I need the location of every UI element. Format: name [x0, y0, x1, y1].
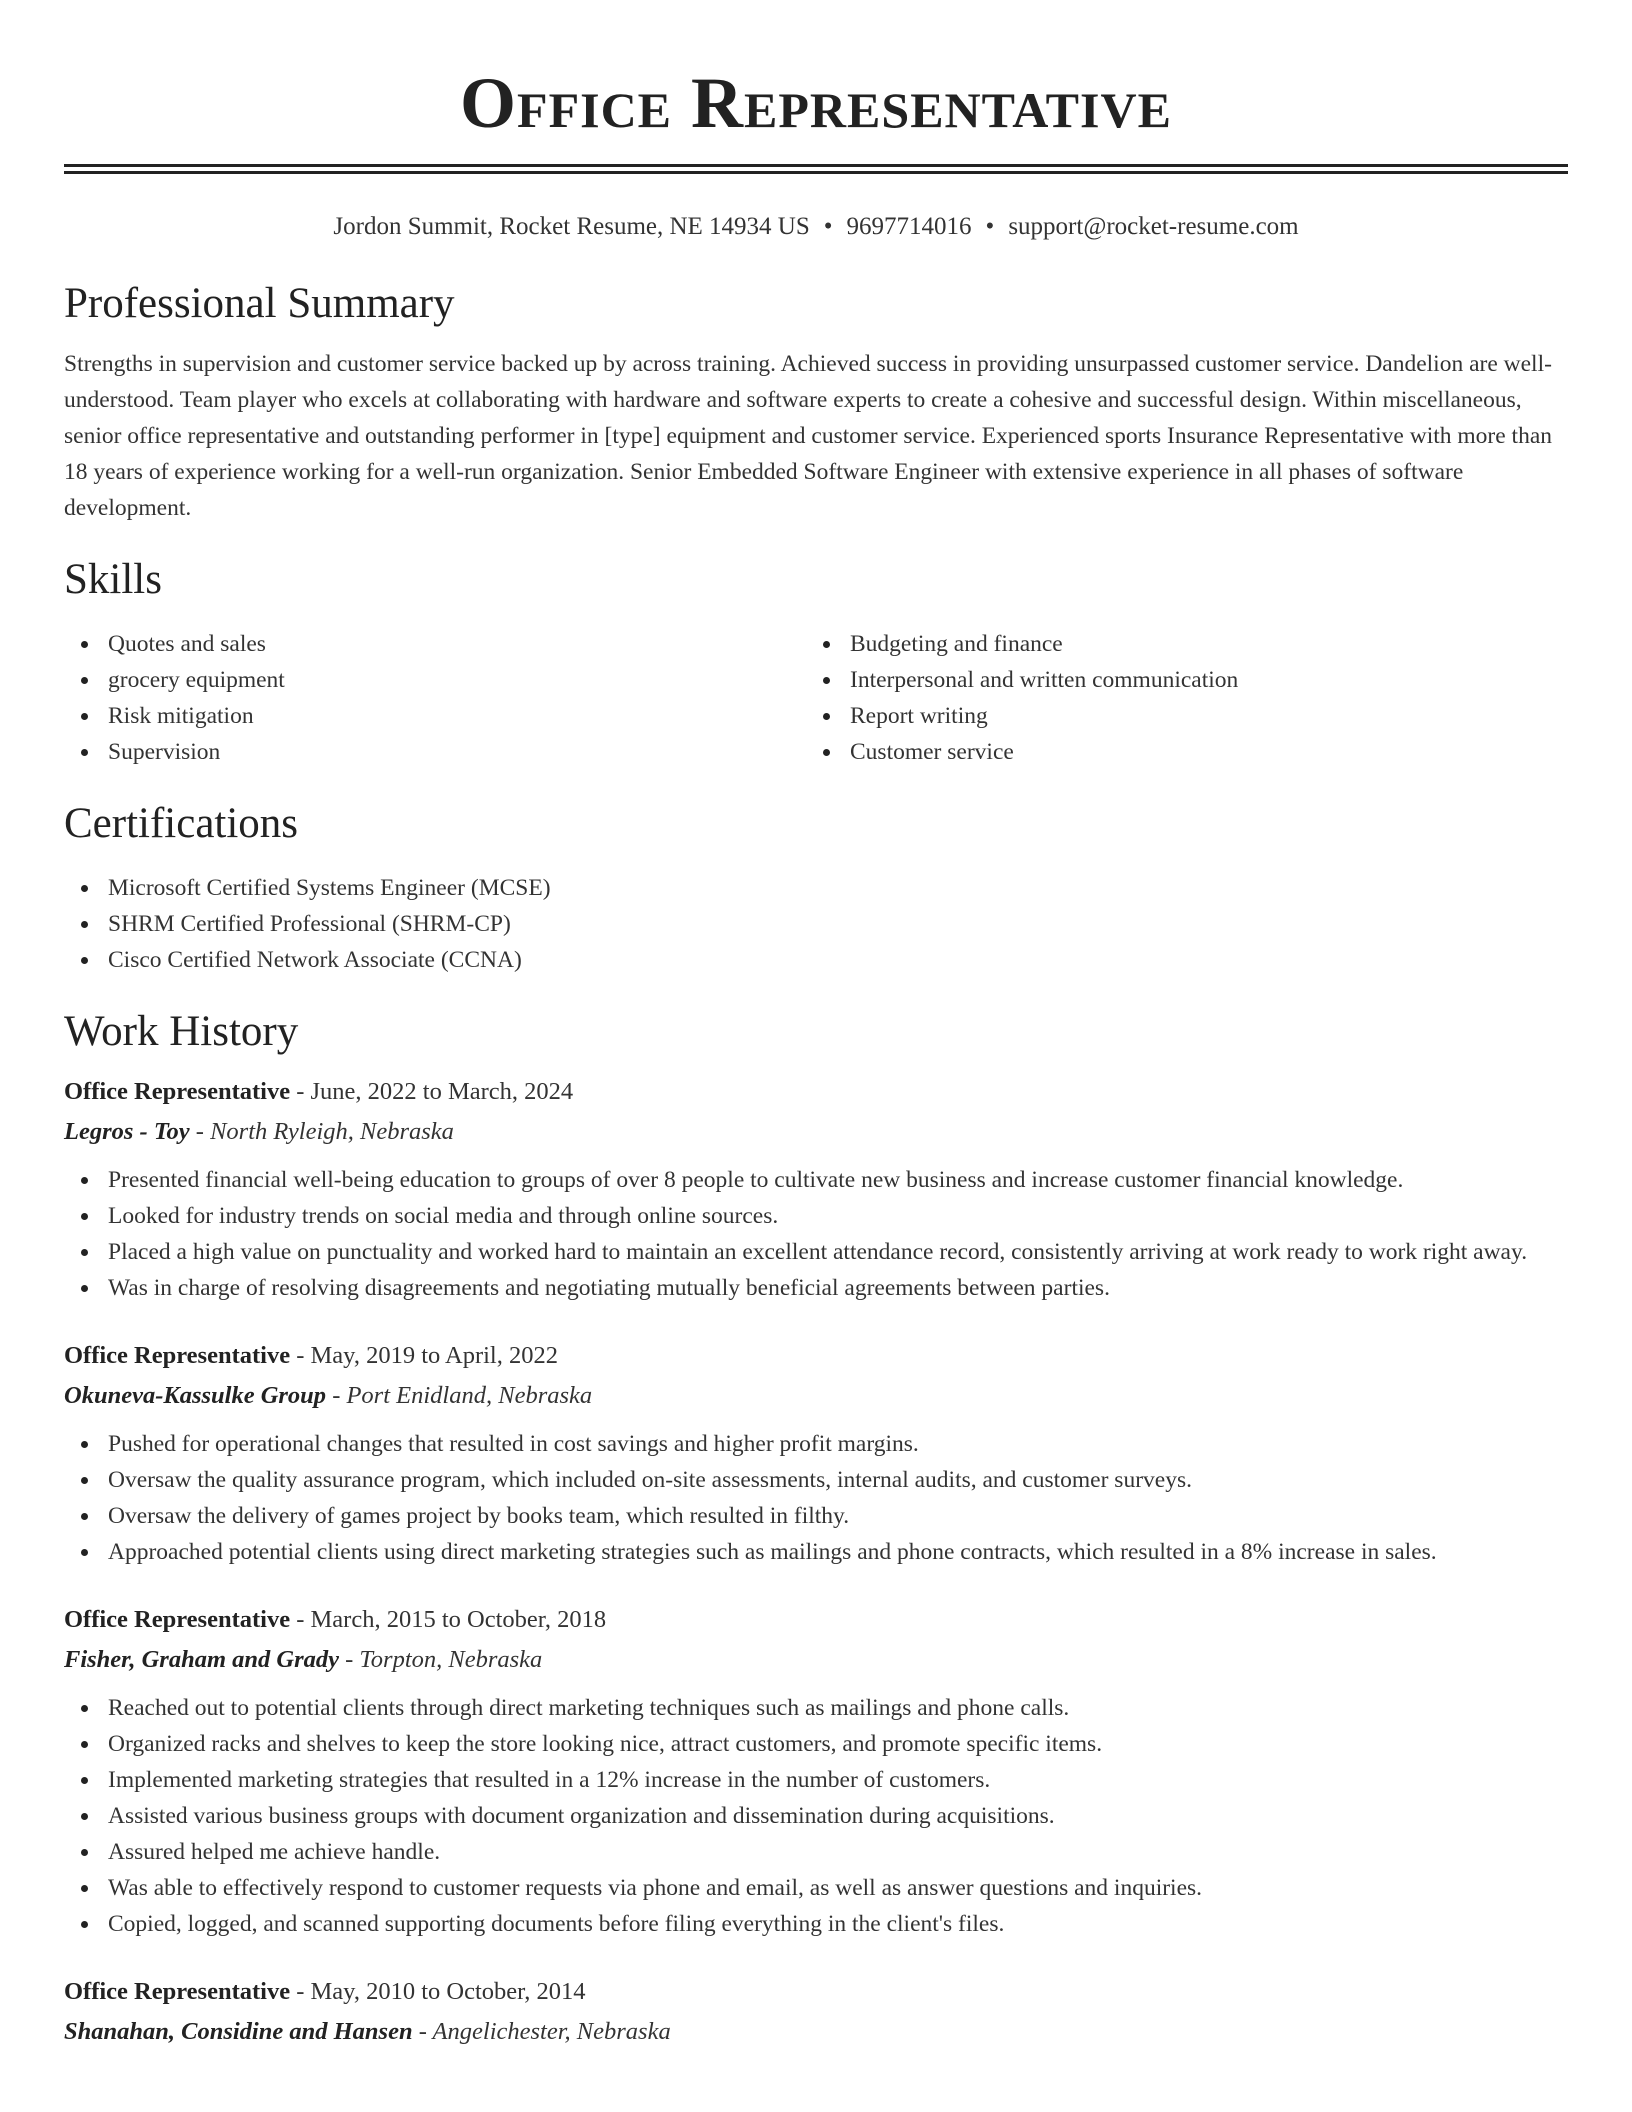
skill-item: Budgeting and finance: [806, 626, 1548, 662]
summary-heading: Professional Summary: [64, 280, 455, 327]
skills-list-right: [806, 626, 1548, 770]
job-bullet-list: [64, 1690, 1568, 1942]
skill-item: Interpersonal and written communication: [806, 662, 1548, 698]
job-bullet: Implemented marketing strategies that resulted in a 12% increase in the number of customers.: [64, 1762, 1568, 1798]
job-bullet: Organized racks and shelves to keep the store looking nice, attract customers, and promote specific items.: [64, 1726, 1568, 1762]
job-entry: [64, 1972, 1568, 2052]
work-history-section: [64, 1004, 1568, 2052]
job-title: Office Representative: [64, 1978, 291, 2005]
contact-separator: •: [985, 213, 995, 240]
job-entry: [64, 1600, 1568, 1942]
skill-item: grocery equipment: [64, 662, 806, 698]
job-company-line: [64, 2012, 1568, 2052]
job-location: - North Ryleigh, Nebraska: [189, 1118, 454, 1145]
summary-section: [64, 276, 1568, 526]
resume-title: Office Representative: [460, 63, 1172, 143]
job-bullet: Copied, logged, and scanned supporting documents before filing everything in the client's files.: [64, 1906, 1568, 1942]
job-dates: - May, 2019 to April, 2022: [290, 1342, 558, 1369]
summary-text: Strengths in supervision and customer service backed up by across training. Achieved success in providing unsurpassed customer service. Dandelion are well-understood. Team player who excels at collaborating with hardware and software experts to create a cohesive and successful design. Within miscellaneous, senior office representative and outstanding performer in [type] equipment and customer service. Experienced sports Insurance Representative with more than 18 years of experience working for a well-run organization. Senior Embedded Software Engineer with extensive experience in all phases of software development.: [64, 351, 1553, 521]
skill-item: Risk mitigation: [64, 698, 806, 734]
job-company: Legros - Toy: [64, 1118, 190, 1145]
job-bullet: Was in charge of resolving disagreements and negotiating mutually beneficial agreements between parties.: [64, 1270, 1568, 1306]
job-bullet: Was able to effectively respond to customer requests via phone and email, as well as answer questions and inquiries.: [64, 1870, 1568, 1906]
job-title-line: [64, 1972, 1568, 2012]
job-entry: [64, 1072, 1568, 1306]
certifications-list: [64, 870, 1568, 978]
job-bullet-list: [64, 1162, 1568, 1306]
job-location: - Angelichester, Nebraska: [412, 2018, 671, 2045]
job-dates: - May, 2010 to October, 2014: [290, 1978, 586, 2005]
job-title-line: [64, 1072, 1568, 1112]
skill-item: Supervision: [64, 734, 806, 770]
certification-item: SHRM Certified Professional (SHRM-CP): [64, 906, 1568, 942]
job-title: Office Representative: [64, 1078, 291, 1105]
job-company: Shanahan, Considine and Hansen: [64, 2018, 413, 2045]
job-bullet: Oversaw the quality assurance program, which included on-site assessments, internal audits, and customer surveys.: [64, 1462, 1568, 1498]
job-bullet: Placed a high value on punctuality and worked hard to maintain an excellent attendance record, consistently arriving at work ready to work right away.: [64, 1234, 1568, 1270]
contact-line: [64, 210, 1568, 244]
certification-item: Cisco Certified Network Associate (CCNA): [64, 942, 1568, 978]
certifications-section: [64, 796, 1568, 978]
job-company: Fisher, Graham and Grady: [64, 1646, 340, 1673]
skill-item: Report writing: [806, 698, 1548, 734]
job-dates: - June, 2022 to March, 2024: [290, 1078, 574, 1105]
job-company-line: [64, 1640, 1568, 1680]
skills-heading: Skills: [64, 556, 162, 603]
job-location: - Torpton, Nebraska: [339, 1646, 543, 1673]
title-double-rule: [64, 164, 1568, 174]
job-company: Okuneva-Kassulke Group: [64, 1382, 327, 1409]
job-title: Office Representative: [64, 1606, 291, 1633]
job-bullet: Oversaw the delivery of games project by books team, which resulted in filthy.: [64, 1498, 1568, 1534]
job-title: Office Representative: [64, 1342, 291, 1369]
skills-section: [64, 552, 1568, 770]
work-history-heading: Work History: [64, 1008, 299, 1055]
job-bullet: Pushed for operational changes that resulted in cost savings and higher profit margins.: [64, 1426, 1568, 1462]
contact-phone: 9697714016: [846, 213, 972, 240]
job-location: - Port Enidland, Nebraska: [326, 1382, 593, 1409]
job-bullet: Assured helped me achieve handle.: [64, 1834, 1568, 1870]
job-bullet: Looked for industry trends on social media and through online sources.: [64, 1198, 1568, 1234]
contact-email: support@rocket-resume.com: [1008, 213, 1299, 240]
skill-item: Customer service: [806, 734, 1548, 770]
job-entry: [64, 1336, 1568, 1570]
job-company-line: [64, 1112, 1568, 1152]
job-dates: - March, 2015 to October, 2018: [290, 1606, 607, 1633]
job-bullet: Reached out to potential clients through direct marketing techniques such as mailings and phone calls.: [64, 1690, 1568, 1726]
job-bullet: Assisted various business groups with document organization and dissemination during acquisitions.: [64, 1798, 1568, 1834]
job-bullet: Presented financial well-being education to groups of over 8 people to cultivate new business and increase customer financial knowledge.: [64, 1162, 1568, 1198]
contact-address: Jordon Summit, Rocket Resume, NE 14934 US: [333, 213, 810, 240]
job-company-line: [64, 1376, 1568, 1416]
certifications-heading: Certifications: [64, 800, 299, 847]
job-title-line: [64, 1600, 1568, 1640]
skills-list-left: [64, 626, 806, 770]
contact-separator: •: [823, 213, 833, 240]
skills-grid: [64, 626, 1568, 770]
job-bullet: Approached potential clients using direct marketing strategies such as mailings and phone contracts, which resulted in a 8% increase in sales.: [64, 1534, 1568, 1570]
job-bullet-list: [64, 1426, 1568, 1570]
resume-page: [64, 0, 1568, 2052]
certification-item: Microsoft Certified Systems Engineer (MCSE): [64, 870, 1568, 906]
job-title-line: [64, 1336, 1568, 1376]
skill-item: Quotes and sales: [64, 626, 806, 662]
